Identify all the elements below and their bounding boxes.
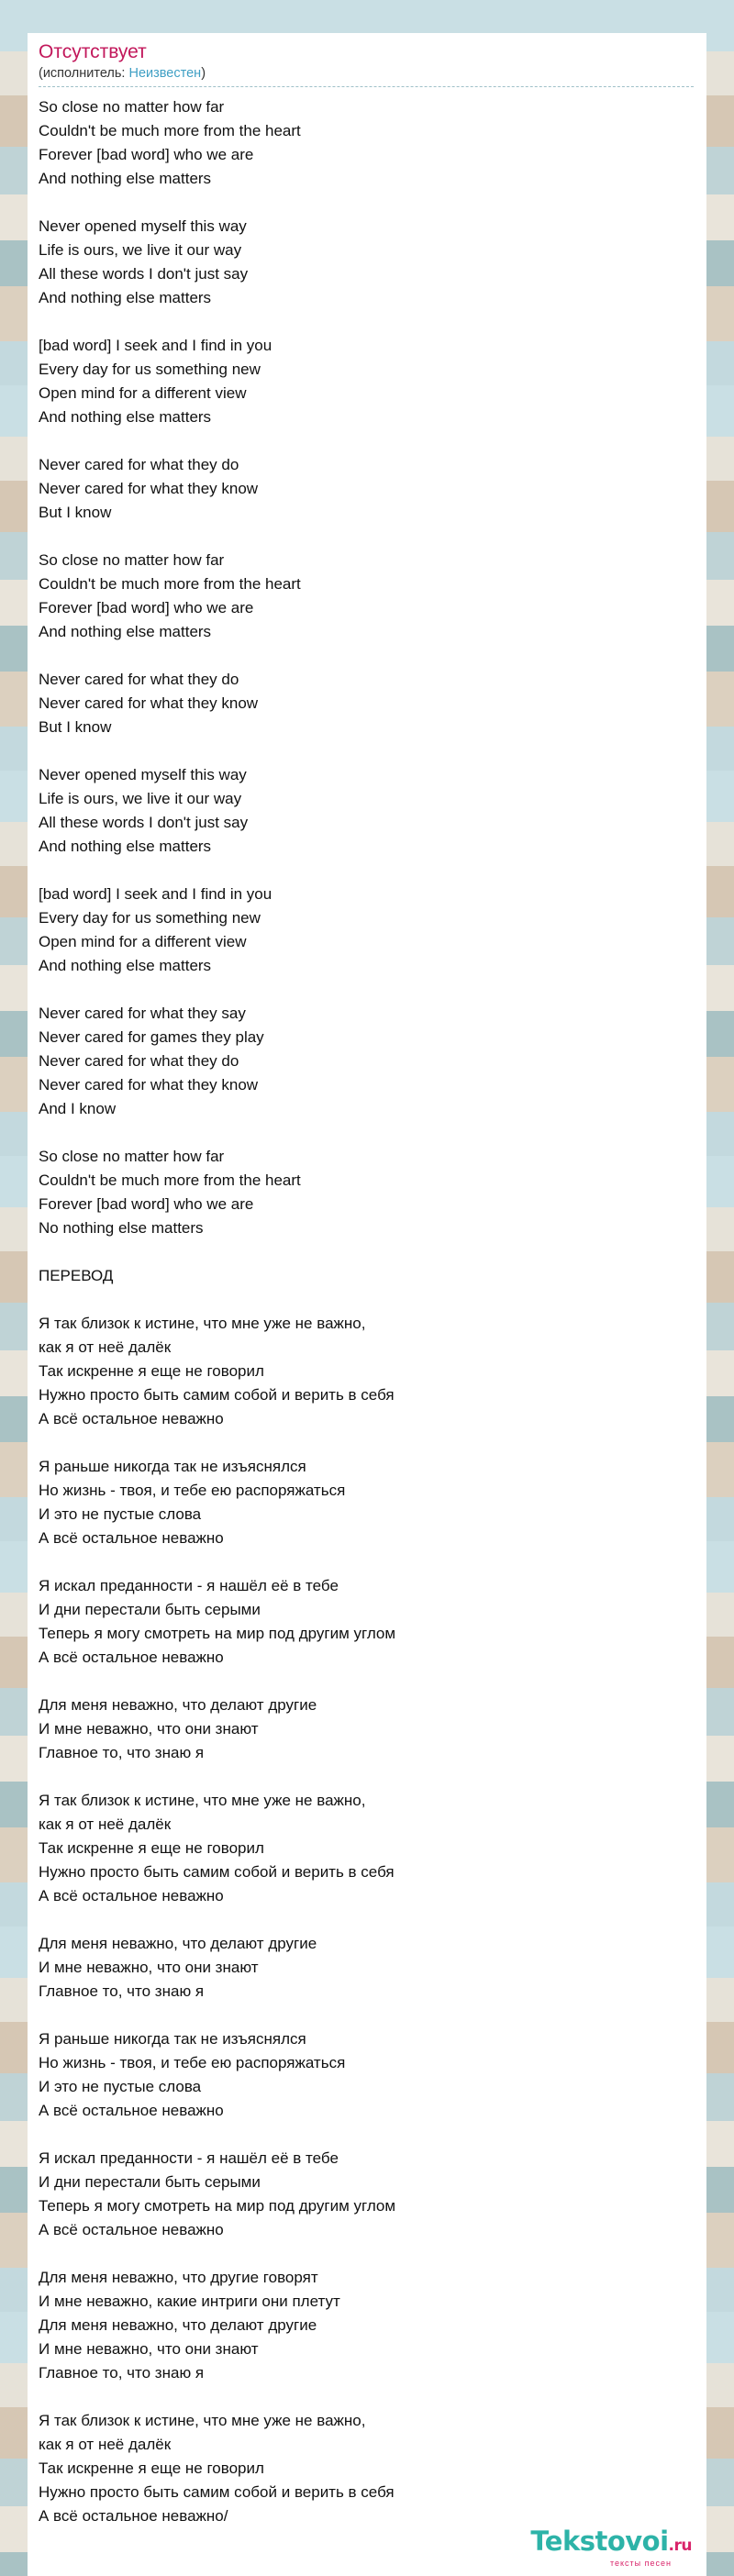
lyrics-line: Главное то, что знаю я xyxy=(39,1744,205,1761)
lyrics-stanza xyxy=(39,883,694,978)
lyrics-line: And nothing else matters xyxy=(39,623,212,640)
lyrics-line: как я от неё далёк xyxy=(39,1815,172,1833)
lyrics-stanza xyxy=(39,1789,694,1908)
lyrics-line: как я от неё далёк xyxy=(39,1338,172,1356)
lyrics-line: Так искренне я еще не говорил xyxy=(39,2459,264,2477)
site-logo[interactable] xyxy=(530,2526,692,2568)
lyrics-line: А всё остальное неважно xyxy=(39,1887,224,1904)
lyrics-line: А всё остальное неважно xyxy=(39,1410,224,1427)
lyrics-stanza xyxy=(39,2409,694,2528)
lyrics-line: So close no matter how far xyxy=(39,1148,225,1165)
lyrics-line: Never opened myself this way xyxy=(39,217,247,235)
lyrics-line: Теперь я могу смотреть на мир под другим углом xyxy=(39,1625,396,1642)
performer-prefix: (исполнитель: xyxy=(39,66,129,81)
logo-name: Tekstovoi xyxy=(530,2526,669,2557)
lyrics-stanza xyxy=(39,1932,694,2004)
lyrics-line: Never cared for what they do xyxy=(39,1052,239,1070)
lyrics-line: И это не пустые слова xyxy=(39,1505,202,1523)
lyrics-line: So close no matter how far xyxy=(39,551,225,569)
lyrics-line: Я так близок к истине, что мне уже не важно, xyxy=(39,2412,366,2429)
lyrics-line: [bad word] I seek and I find in you xyxy=(39,337,272,354)
lyrics-line: Я раньше никогда так не изъяснялся xyxy=(39,1458,306,1475)
lyrics-text xyxy=(39,95,694,2552)
lyrics-line: Для меня неважно, что делают другие xyxy=(39,1696,317,1714)
lyrics-line: Life is ours, we live it our way xyxy=(39,241,242,259)
lyrics-line: Never cared for what they do xyxy=(39,456,239,473)
logo-wordmark xyxy=(530,2526,692,2560)
lyrics-stanza xyxy=(39,2266,694,2385)
lyrics-stanza xyxy=(39,1693,694,1765)
lyrics-line: Open mind for a different view xyxy=(39,384,247,402)
lyrics-line: И это не пустые слова xyxy=(39,2078,202,2095)
performer-line xyxy=(39,64,694,83)
lyrics-line: А всё остальное неважно/ xyxy=(39,2507,228,2525)
lyrics-line: А всё остальное неважно xyxy=(39,1529,224,1547)
song-header xyxy=(39,40,694,87)
lyrics-line: Never cared for what they know xyxy=(39,1076,259,1094)
lyrics-line: Open mind for a different view xyxy=(39,933,247,950)
lyrics-line: Так искренне я еще не говорил xyxy=(39,1362,264,1380)
lyrics-line: как я от неё далёк xyxy=(39,2436,172,2453)
header-divider xyxy=(39,86,694,87)
lyrics-stanza xyxy=(39,1312,694,1431)
lyrics-line: Never cared for what they know xyxy=(39,694,259,712)
lyrics-line: Я так близок к истине, что мне уже не важно, xyxy=(39,1792,366,1809)
lyrics-line: Every day for us something new xyxy=(39,909,261,927)
lyrics-line: Forever [bad word] who we are xyxy=(39,599,254,616)
lyrics-line: So close no matter how far xyxy=(39,98,225,116)
lyrics-line: А всё остальное неважно xyxy=(39,1649,224,1666)
lyrics-line: И мне неважно, что они знают xyxy=(39,1959,259,1976)
lyrics-stanza xyxy=(39,1264,694,1288)
lyrics-line: And nothing else matters xyxy=(39,289,212,306)
lyrics-line: Теперь я могу смотреть на мир под другим углом xyxy=(39,2197,396,2215)
lyrics-line: Never cared for games they play xyxy=(39,1028,264,1046)
lyrics-line: Но жизнь - твоя, и тебе ею распоряжаться xyxy=(39,1482,346,1499)
lyrics-stanza xyxy=(39,668,694,739)
lyrics-line: Never opened myself this way xyxy=(39,766,247,783)
lyrics-line: Но жизнь - твоя, и тебе ею распоряжаться xyxy=(39,2054,346,2071)
lyrics-line: Couldn't be much more from the heart xyxy=(39,122,301,139)
lyrics-line: Нужно просто быть самим собой и верить в себя xyxy=(39,2483,395,2501)
lyrics-line: А всё остальное неважно xyxy=(39,2102,224,2119)
lyrics-line: Never cared for what they know xyxy=(39,480,259,497)
lyrics-line: И дни перестали быть серыми xyxy=(39,1601,261,1618)
lyrics-line: Я искал преданности - я нашёл её в тебе xyxy=(39,1577,339,1594)
lyrics-stanza xyxy=(39,95,694,191)
song-title: Отсутствует xyxy=(39,41,147,62)
lyrics-line: И мне неважно, что они знают xyxy=(39,2340,259,2358)
lyrics-line: [bad word] I seek and I find in you xyxy=(39,885,272,903)
lyrics-stanza xyxy=(39,1574,694,1670)
lyrics-line: И мне неважно, что они знают xyxy=(39,1720,259,1738)
lyrics-line: Для меня неважно, что другие говорят xyxy=(39,2269,318,2286)
lyrics-line: Я так близок к истине, что мне уже не важно, xyxy=(39,1315,366,1332)
lyrics-line: Couldn't be much more from the heart xyxy=(39,1171,301,1189)
lyrics-line: Never cared for what they do xyxy=(39,671,239,688)
lyrics-line: И мне неважно, какие интриги они плетут xyxy=(39,2293,340,2310)
lyrics-line: И дни перестали быть серыми xyxy=(39,2173,261,2191)
lyrics-line: Нужно просто быть самим собой и верить в себя xyxy=(39,1386,395,1404)
lyrics-line: And nothing else matters xyxy=(39,838,212,855)
lyrics-line: And nothing else matters xyxy=(39,408,212,426)
lyrics-line: Forever [bad word] who we are xyxy=(39,146,254,163)
lyrics-line: Forever [bad word] who we are xyxy=(39,1195,254,1213)
lyrics-line: А всё остальное неважно xyxy=(39,2221,224,2238)
lyrics-line: All these words I don't just say xyxy=(39,814,249,831)
lyrics-line: And nothing else matters xyxy=(39,170,212,187)
lyrics-card xyxy=(28,33,706,2576)
lyrics-line: All these words I don't just say xyxy=(39,265,249,283)
lyrics-stanza xyxy=(39,2147,694,2242)
lyrics-stanza xyxy=(39,763,694,859)
lyrics-line: Главное то, что знаю я xyxy=(39,2364,205,2382)
lyrics-stanza xyxy=(39,2027,694,2123)
lyrics-line: Так искренне я еще не говорил xyxy=(39,1839,264,1857)
lyrics-line: Я раньше никогда так не изъяснялся xyxy=(39,2030,306,2048)
lyrics-stanza xyxy=(39,1002,694,1121)
lyrics-line: But I know xyxy=(39,504,112,521)
lyrics-line: ПЕРЕВОД xyxy=(39,1267,114,1284)
lyrics-line: Couldn't be much more from the heart xyxy=(39,575,301,593)
lyrics-line: No nothing else matters xyxy=(39,1219,204,1237)
logo-tagline: тексты песен xyxy=(609,2559,672,2568)
lyrics-line: And nothing else matters xyxy=(39,957,212,974)
performer-suffix: ) xyxy=(201,66,206,81)
lyrics-stanza xyxy=(39,1145,694,1240)
lyrics-line: And I know xyxy=(39,1100,117,1117)
lyrics-stanza xyxy=(39,1455,694,1550)
lyrics-line: Нужно просто быть самим собой и верить в себя xyxy=(39,1863,395,1881)
lyrics-stanza xyxy=(39,453,694,525)
logo-tld: .ru xyxy=(668,2537,692,2555)
performer-link[interactable]: Неизвестен xyxy=(128,66,202,81)
lyrics-line: Для меня неважно, что делают другие xyxy=(39,2316,317,2334)
lyrics-line: Life is ours, we live it our way xyxy=(39,790,242,807)
lyrics-line: Я искал преданности - я нашёл её в тебе xyxy=(39,2149,339,2167)
lyrics-stanza xyxy=(39,549,694,644)
lyrics-stanza xyxy=(39,334,694,429)
lyrics-line: Every day for us something new xyxy=(39,361,261,378)
lyrics-stanza xyxy=(39,215,694,310)
lyrics-line: Главное то, что знаю я xyxy=(39,1982,205,2000)
lyrics-line: But I know xyxy=(39,718,112,736)
lyrics-line: Для меня неважно, что делают другие xyxy=(39,1935,317,1952)
lyrics-line: Never cared for what they say xyxy=(39,1005,246,1022)
